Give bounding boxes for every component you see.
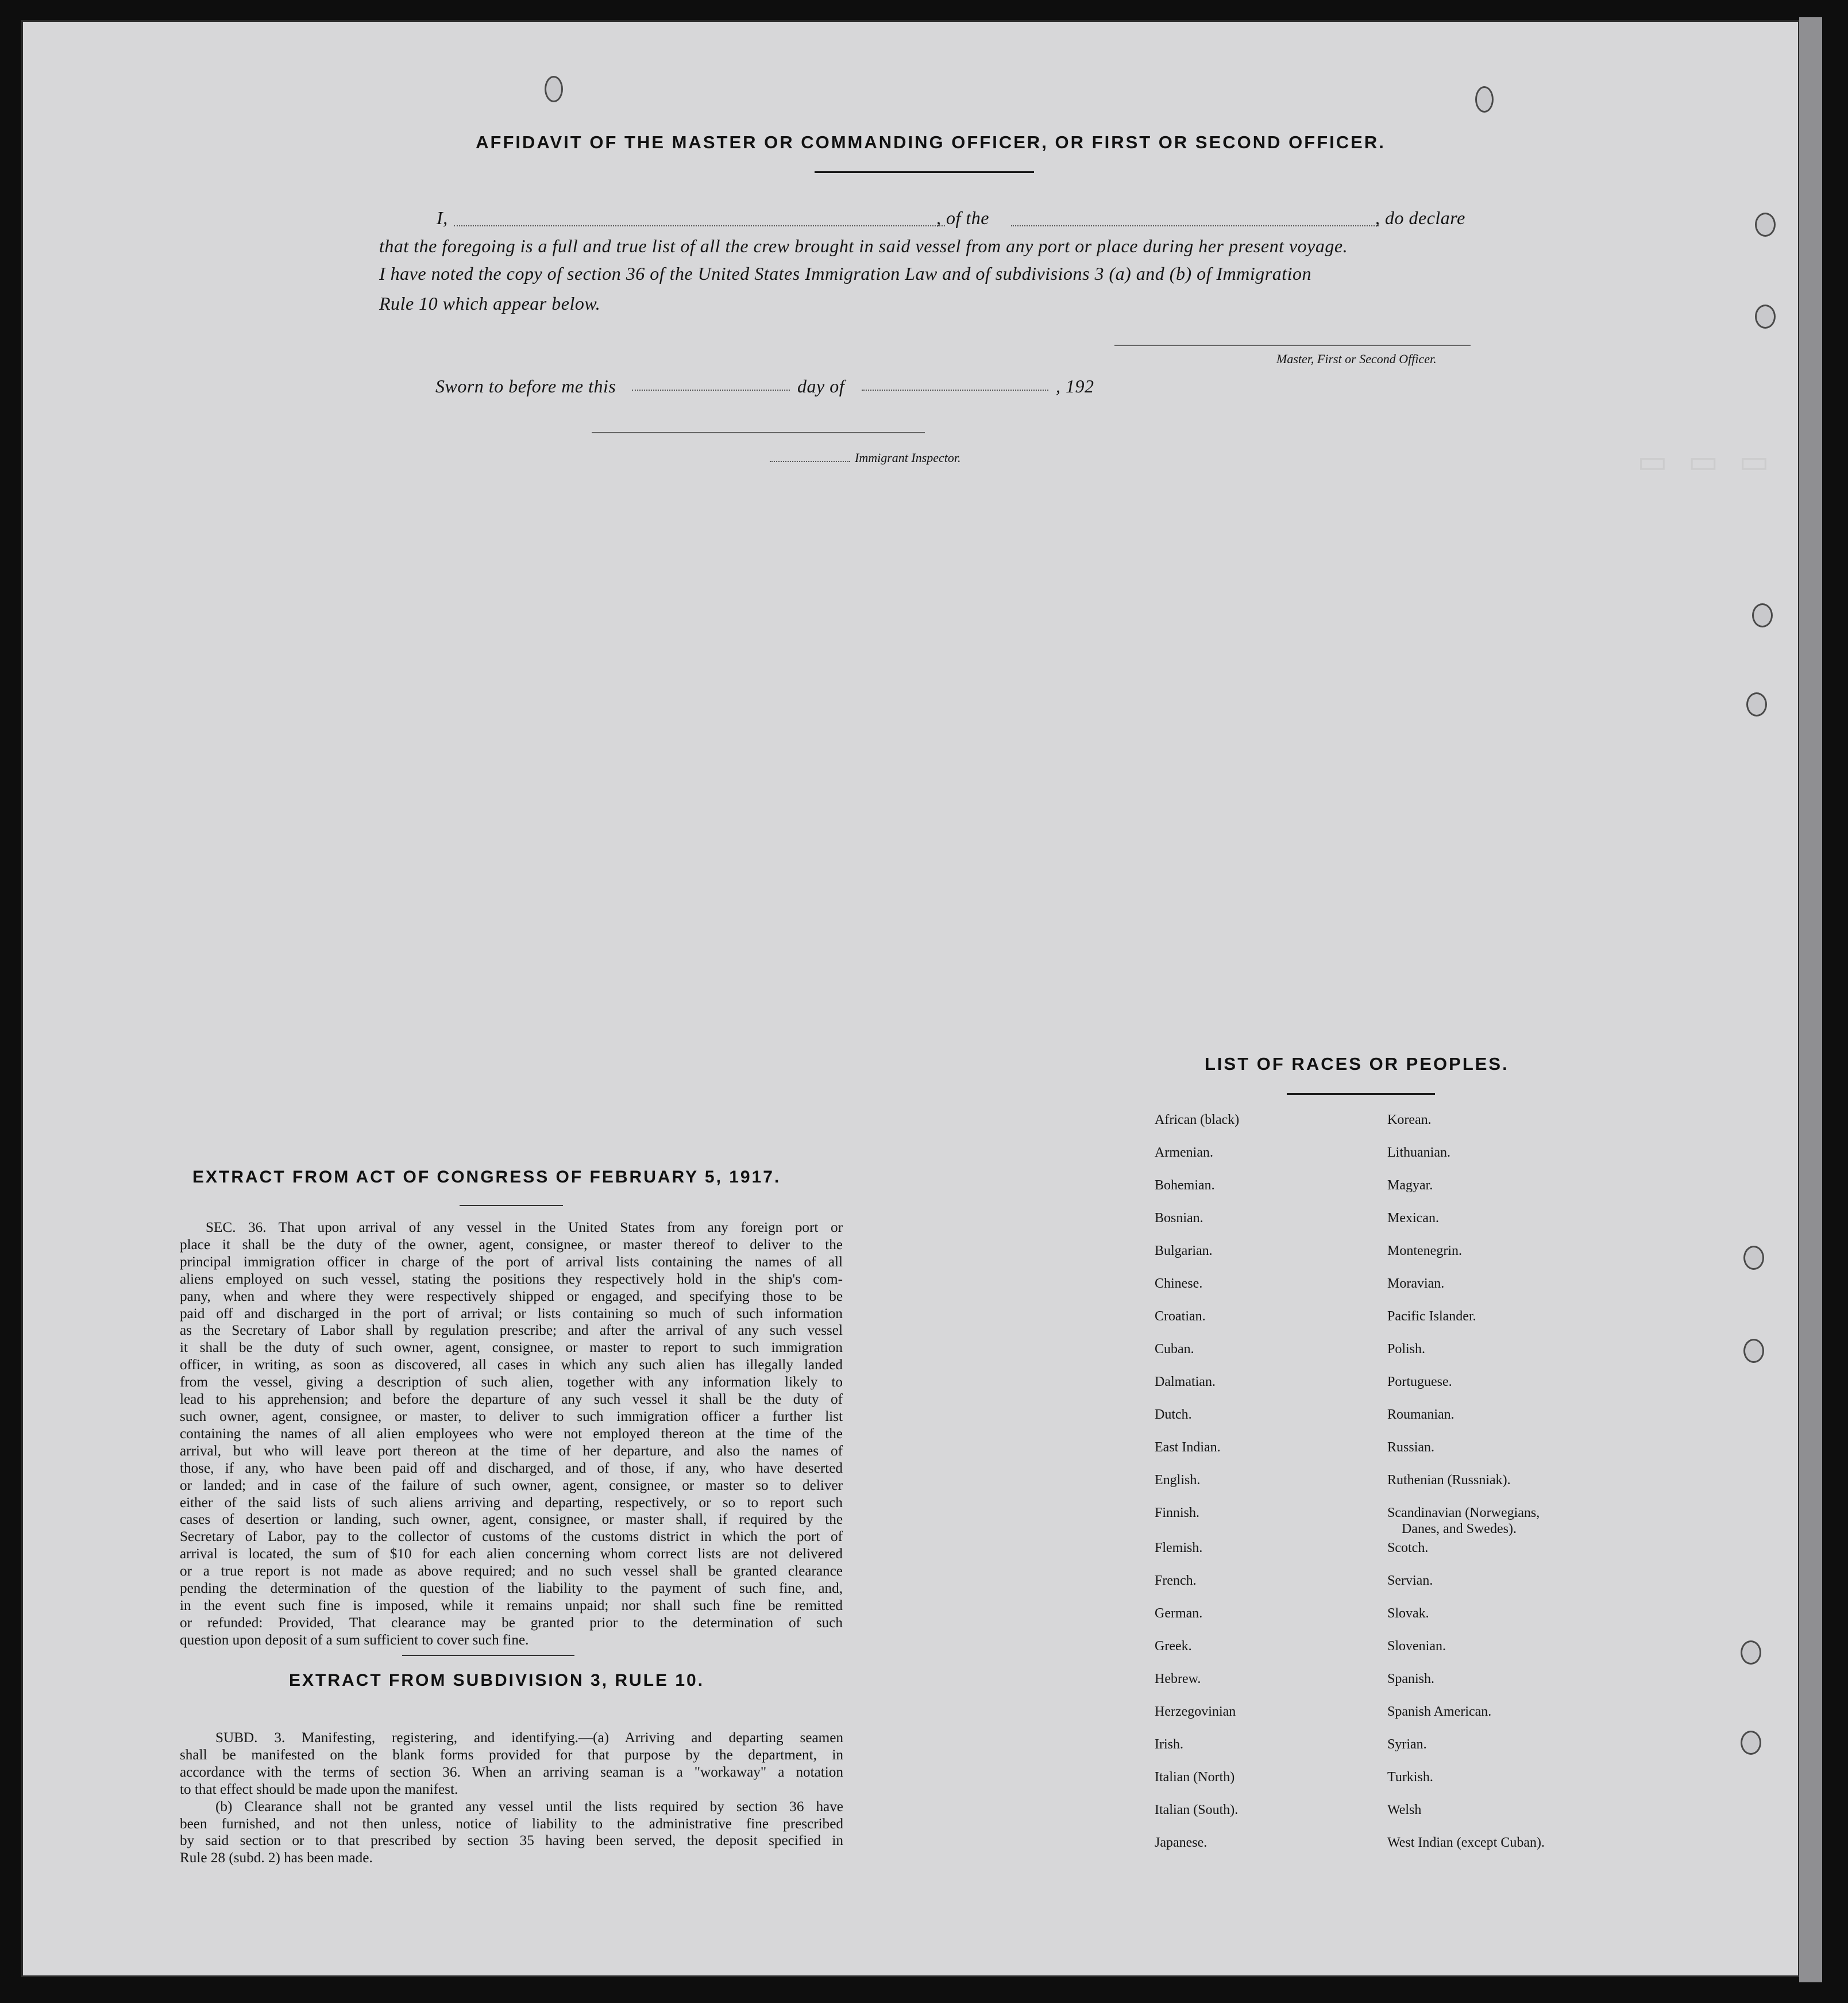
extract-act-line: principal immigration officer in charge of the port of arrival lists containing the names of all xyxy=(180,1254,843,1270)
sworn-text: Sworn to before me this xyxy=(435,376,616,396)
race-item: Korean. xyxy=(1387,1112,1432,1127)
extract-rule-line: by said section or to that prescribed by section 35 having been served, the deposit specified in xyxy=(180,1833,843,1849)
race-item: Pacific Islander. xyxy=(1387,1309,1476,1324)
affidavit-line-4: Rule 10 which appear below. xyxy=(379,293,601,314)
race-item: German. xyxy=(1155,1606,1203,1621)
punch-hole xyxy=(1741,1640,1761,1665)
race-item: Bohemian. xyxy=(1155,1178,1215,1193)
race-item: Cuban. xyxy=(1155,1342,1194,1357)
extract-act-line: either of the said lists of such aliens arriving and departing, respectively, or so to report such xyxy=(180,1494,843,1511)
extract-rule-body xyxy=(180,1729,843,1867)
race-item: Dalmatian. xyxy=(1155,1374,1216,1389)
race-item: Slovenian. xyxy=(1387,1639,1446,1654)
bleed-through-mark: ▭ ▭ ▭ xyxy=(1637,443,1775,479)
race-item: Turkish. xyxy=(1387,1770,1433,1785)
race-item: East Indian. xyxy=(1155,1440,1221,1455)
extract-act-line: containing the names of all alien employees who were not employed thereon at the time of the xyxy=(180,1426,843,1442)
punch-hole xyxy=(1752,603,1773,627)
extract-act-title: EXTRACT FROM ACT OF CONGRESS OF FEBRUARY 5, 1917. xyxy=(192,1168,781,1187)
race-item: African (black) xyxy=(1155,1112,1240,1127)
extract-rule-line: to that effect should be made upon the manifest. xyxy=(180,1781,458,1797)
signature-line[interactable] xyxy=(1114,345,1471,346)
signature-label: Master, First or Second Officer. xyxy=(1276,352,1437,366)
affidavit-line-3: I have noted the copy of section 36 of the United States Immigration Law and of subdivisions 3 (a) and (b) of Immigration xyxy=(379,263,1311,284)
punch-hole xyxy=(1755,213,1776,237)
affidavit-title-rule xyxy=(815,171,1034,173)
extract-act-line: arrival is located, the sum of $10 for each alien concerning whom correct lists are not delivered xyxy=(180,1546,843,1562)
race-item: English. xyxy=(1155,1473,1201,1488)
extract-rule-line: accordance with the terms of section 36. When an arriving seaman is a "workaway" a notation xyxy=(180,1764,843,1780)
race-item: Italian (North) xyxy=(1155,1770,1235,1785)
punch-hole xyxy=(1475,86,1494,113)
extract-rule-line: SUBD. 3. Manifesting, registering, and identifying.—(a) Arriving and departing seamen xyxy=(215,1730,843,1746)
extract-act-line: SEC. 36. That upon arrival of any vessel in the United States from any foreign port or xyxy=(206,1220,843,1235)
race-item: Russian. xyxy=(1387,1440,1435,1455)
race-item: Hebrew. xyxy=(1155,1671,1201,1686)
punch-hole xyxy=(1743,1246,1764,1270)
extract-act-line: Secretary of Labor, pay to the collector of customs of the customs district in which the port of xyxy=(180,1529,843,1545)
extract-act-line: those, if any, who have been paid off and discharged, and of those, if any, who have deserted xyxy=(180,1460,843,1476)
race-item: Japanese. xyxy=(1155,1835,1207,1850)
extract-act-line: or refunded: Provided, That clearance may be granted prior to the determination of such xyxy=(180,1615,843,1631)
race-item: Armenian. xyxy=(1155,1145,1213,1160)
affidavit-line-2: that the foregoing is a full and true list of all the crew brought in said vessel from any port or place during her present voyage. xyxy=(379,236,1348,256)
extract-divider xyxy=(402,1655,574,1656)
extract-act-line: aliens employed on such vessel, stating the positions they respectively hold in the ship's com- xyxy=(180,1271,843,1287)
extract-act-body xyxy=(180,1219,843,1649)
race-item: French. xyxy=(1155,1573,1197,1588)
extract-act-line: or landed; and in case of the failure of such owner, agent, consignee, or master so to deliver xyxy=(180,1477,843,1493)
race-item: Portuguese. xyxy=(1387,1374,1452,1389)
race-item: Scotch. xyxy=(1387,1540,1429,1555)
inspector-label: Immigrant Inspector. xyxy=(855,450,961,465)
punch-hole xyxy=(1746,692,1767,717)
extract-rule-title: EXTRACT FROM SUBDIVISION 3, RULE 10. xyxy=(289,1671,705,1690)
race-item: Slovak. xyxy=(1387,1606,1429,1621)
race-item: Greek. xyxy=(1155,1639,1192,1654)
affidavit-do-declare: , do declare xyxy=(1375,207,1465,228)
race-item: Scandinavian (Norwegians, xyxy=(1387,1505,1540,1520)
affidavit-title: AFFIDAVIT OF THE MASTER OR COMMANDING OFFICER, OR FIRST OR SECOND OFFICER. xyxy=(476,132,1386,152)
race-item: Roumanian. xyxy=(1387,1407,1455,1422)
extract-rule-line: shall be manifested on the blank forms provided for that purpose by the department, in xyxy=(180,1747,843,1763)
race-item: Chinese. xyxy=(1155,1276,1203,1291)
race-item: West Indian (except Cuban). xyxy=(1387,1835,1545,1850)
extract-act-line: pending the determination of the question of the liability to the payment of such fine, and, xyxy=(180,1581,843,1597)
race-item: Bosnian. xyxy=(1155,1211,1203,1226)
extract-act-line: question upon deposit of a sum sufficient to cover such fine. xyxy=(180,1632,529,1648)
extract-act-line: such owner, agent, consignee, or master, to deliver to such immigration officer a further list xyxy=(180,1408,843,1424)
races-title-rule xyxy=(1287,1093,1435,1095)
race-item: Finnish. xyxy=(1155,1505,1200,1520)
race-item: Syrian. xyxy=(1387,1737,1427,1752)
extract-rule-line: Rule 28 (subd. 2) has been made. xyxy=(180,1850,373,1866)
race-item: Lithuanian. xyxy=(1387,1145,1450,1160)
name-blank[interactable] xyxy=(454,225,945,226)
year-text: , 192 xyxy=(1056,376,1094,396)
extract-rule-line: (b) Clearance shall not be granted any vessel until the lists required by section 36 have xyxy=(215,1798,843,1815)
sworn-day-blank[interactable] xyxy=(632,390,790,391)
extract-rule-line: been furnished, and not then unless, notice of liability to the administrative fine prescribed xyxy=(180,1816,843,1832)
race-item: Spanish American. xyxy=(1387,1704,1492,1719)
day-of-text: day of xyxy=(797,376,845,396)
race-item: Croatian. xyxy=(1155,1309,1206,1324)
extract-act-line: place it shall be the duty of the owner, agent, consignee, or master thereof to deliver to the xyxy=(180,1237,843,1253)
extract-act-line: from the vessel, giving a description of such alien, together with any information likely to xyxy=(180,1374,843,1390)
race-item: Bulgarian. xyxy=(1155,1243,1213,1258)
page-edge-strip xyxy=(1799,17,1822,1982)
race-item-continued: Danes, and Swedes). xyxy=(1402,1521,1517,1536)
extract-act-line: paid off and discharged in the port of arrival; or lists containing so much of such information xyxy=(180,1305,843,1322)
extract-act-line: or a true report is not made as above required; and no such vessel shall be granted clearance xyxy=(180,1563,843,1580)
race-item: Spanish. xyxy=(1387,1671,1435,1686)
race-item: Flemish. xyxy=(1155,1540,1203,1555)
race-item: Welsh xyxy=(1387,1802,1422,1817)
race-item: Ruthenian (Russniak). xyxy=(1387,1473,1511,1488)
punch-hole xyxy=(545,76,563,102)
extract-act-line: cases of desertion or landing, such owner, agent, consignee, or master shall, if required by the xyxy=(180,1512,843,1528)
race-item: Herzegovinian xyxy=(1155,1704,1236,1719)
race-item: Servian. xyxy=(1387,1573,1433,1588)
races-title: LIST OF RACES OR PEOPLES. xyxy=(1205,1054,1509,1074)
punch-hole xyxy=(1755,305,1776,329)
affidavit-of-the: , of the xyxy=(936,207,989,228)
race-item: Montenegrin. xyxy=(1387,1243,1462,1258)
inspector-lead-dots xyxy=(770,461,850,462)
race-item: Mexican. xyxy=(1387,1211,1439,1226)
race-item: Dutch. xyxy=(1155,1407,1192,1422)
race-item: Moravian. xyxy=(1387,1276,1445,1291)
punch-hole xyxy=(1743,1339,1764,1363)
punch-hole xyxy=(1741,1731,1761,1755)
extract-act-line: as the Secretary of Labor shall by regulation prescribe; and after the arrival of any such vessel xyxy=(180,1323,843,1339)
extract-act-line: it shall be the duty of such owner, agent, consignee, or master to report to such immigration xyxy=(180,1340,843,1356)
extract-act-line: in the event such fine is imposed, while it remains unpaid; nor shall such fine be remitted xyxy=(180,1597,843,1613)
race-item: Italian (South). xyxy=(1155,1802,1239,1817)
extract-act-line: lead to his apprehension; and before the departure of any such vessel it shall be the duty of xyxy=(180,1392,843,1408)
inspector-signature-line[interactable] xyxy=(592,432,925,433)
extract-act-line: pany, when and where they were respectively shipped or engaged, and specifying those to be xyxy=(180,1288,843,1304)
sworn-month-blank[interactable] xyxy=(862,390,1048,391)
affidavit-i: I, xyxy=(437,207,448,228)
extract-act-line: officer, in writing, as soon as discovered, all cases in which any such alien has illegally landed xyxy=(180,1357,843,1373)
extract-act-rule xyxy=(460,1205,563,1206)
race-item: Irish. xyxy=(1155,1737,1183,1752)
race-item: Magyar. xyxy=(1387,1178,1433,1193)
vessel-blank[interactable] xyxy=(1011,225,1379,226)
race-item: Polish. xyxy=(1387,1342,1426,1357)
extract-act-line: arrival, but who will leave port thereon at the time of her departure, and also the names of xyxy=(180,1443,843,1459)
